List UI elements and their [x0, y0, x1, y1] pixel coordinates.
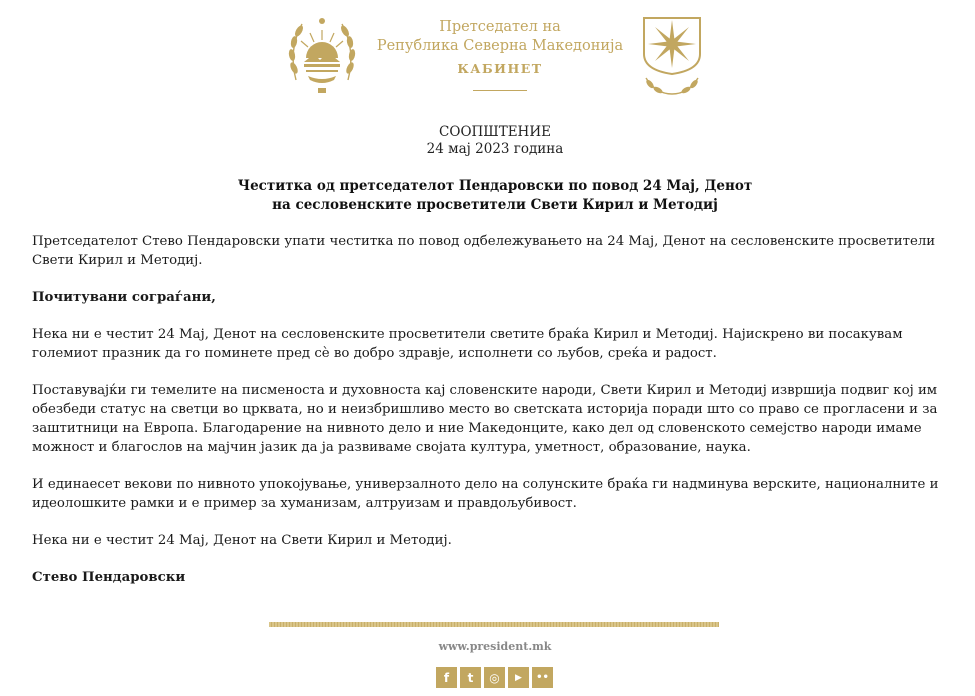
announcement-date: 24 мај 2023 година	[426, 141, 564, 157]
paragraph-3: Поставувајќи ги темелите на писменоста и духовноста кај словенските народи, Свети Кирил и Методиј извршија подвиг кој им обезбеди статус на светци во црквата, но и неизбришливо место во светската историја поради што со право се прогласени и за заштитници на Европа. Благодарение на нивното дело и ние Македонците, како дел од словенското семејство народи имаме можност и благослов на мајчин јазик да ја развиваме својата култура, уметност, образование, наука.	[32, 383, 938, 455]
letterhead	[0, 0, 975, 110]
page-title	[220, 177, 770, 215]
institution-line-3: КАБИНЕТ	[457, 61, 543, 76]
youtube-icon[interactable]: ▶	[508, 667, 529, 688]
title-line-1: Честитка од претседателот Пендаровски по повод 24 Мај, Денот	[237, 178, 753, 194]
announcement-label: СООПШТЕНИЕ	[439, 124, 551, 140]
twitter-icon[interactable]: t	[460, 667, 481, 688]
flickr-icon[interactable]: ••	[532, 667, 553, 688]
header-divider	[473, 90, 527, 91]
institution-line-2: Република Северна Македонија	[376, 38, 624, 54]
footer-divider	[269, 622, 719, 627]
signature: Стево Пендаровски	[32, 570, 186, 585]
press-release-body	[32, 232, 952, 605]
title-line-2: на сесловенските просветители Свети Кирил и Методиј	[272, 197, 718, 213]
intro-paragraph: Претседателот Стево Пендаровски упати честитка по повод одбележувањето на 24 Мај, Денот на сесловенските просветители Свети Кирил и Методиј.	[32, 234, 936, 268]
facebook-icon[interactable]: f	[436, 667, 457, 688]
paragraph-5: Нека ни е честит 24 Мај, Денот на Свети Кирил и Методиј.	[32, 533, 452, 548]
coat-of-arms-icon	[284, 10, 360, 96]
sun-standard-icon	[636, 14, 708, 98]
greeting: Почитувани сограѓани,	[32, 290, 216, 305]
website-link[interactable]: www.president.mk	[438, 640, 552, 653]
paragraph-2: Нека ни е честит 24 Мај, Денот на сесловенските просветители светите браќа Кирил и Методиј. Најискрено ви посакувам големиот празник да го поминете пред сè во добро здравје, исполнети со љубов, среќа и радост.	[32, 327, 903, 361]
paragraph-4: И единаесет векови по нивното упокојување, универзалното дело на солунските браќа ги надминува верските, националните и идеолошките рамки и е пример за хуманизам, алтруизам и правдољубивост.	[32, 477, 939, 511]
announcement-heading	[0, 124, 975, 158]
institution-line-1: Претседател на	[439, 19, 561, 35]
institution-name	[370, 18, 630, 80]
instagram-icon[interactable]: ◎	[484, 667, 505, 688]
social-links	[436, 667, 553, 689]
